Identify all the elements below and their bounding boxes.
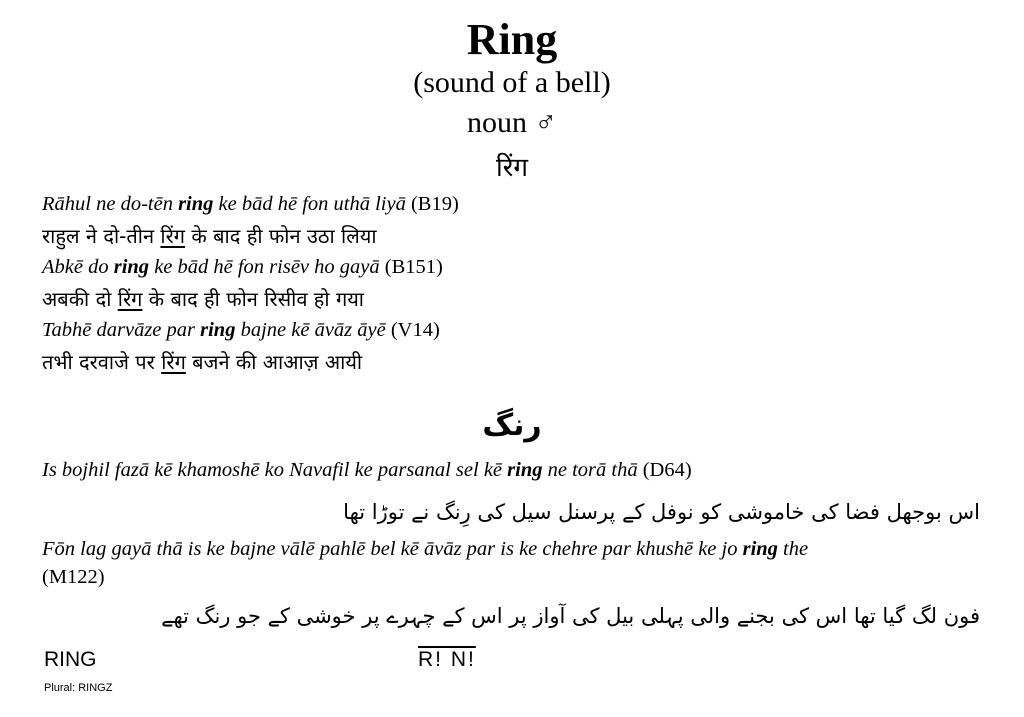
footer-word: RING (44, 648, 97, 671)
pronunciation: R! N! (418, 648, 476, 671)
footer-plural: Plural: RINGZ (44, 682, 113, 694)
example-romanized: Fōn lag gayā thā is ke bajne vālē pahlē bel kē āvāz par is ke chehre par khushē ke jo ring the (42, 538, 809, 560)
example-urdu: فون لگ گیا تھا اس کی بجنے والی پہلی بیل کی آواز پر اس کے چہرے پر خوشی کے جو رنگ تھے (161, 604, 980, 628)
urdu-headword: رنگ (482, 408, 542, 443)
example-romanized: Abkē do ring ke bād hē fon risēv ho gayā (B151) (42, 256, 443, 278)
example-hindi: अबकी दो रिंग के बाद ही फोन रिसीव हो गया (42, 287, 364, 311)
example-romanized: Is bojhil fazā kē khamoshē ko Navafil ke parsanal sel kē ring ne torā thā (D64) (42, 459, 692, 481)
example-hindi: तभी दरवाजे पर रिंग बजने की आआज़ आयी (42, 350, 363, 374)
example-romanized: Rāhul ne do-tēn ring ke bād hē fon uthā liyā (B19) (42, 193, 459, 215)
headword: Ring (466, 15, 558, 64)
devanagari-headword: रिंग (495, 153, 528, 183)
part-of-speech: noun ♂ (467, 106, 557, 139)
example-romanized: Tabhē darvāze par ring bajne kē āvāz āyē (V14) (42, 319, 440, 341)
gloss: (sound of a bell) (413, 66, 611, 99)
example-urdu: اس بوجھل فضا کی خاموشی کو نوفل کے پرسنل سیل کی رِنگ نے توڑا تھا (343, 500, 980, 524)
example-hindi: राहुल ने दो-तीन रिंग के बाद ही फोन उठा लिया (42, 224, 377, 248)
example-source: (M122) (42, 566, 105, 588)
